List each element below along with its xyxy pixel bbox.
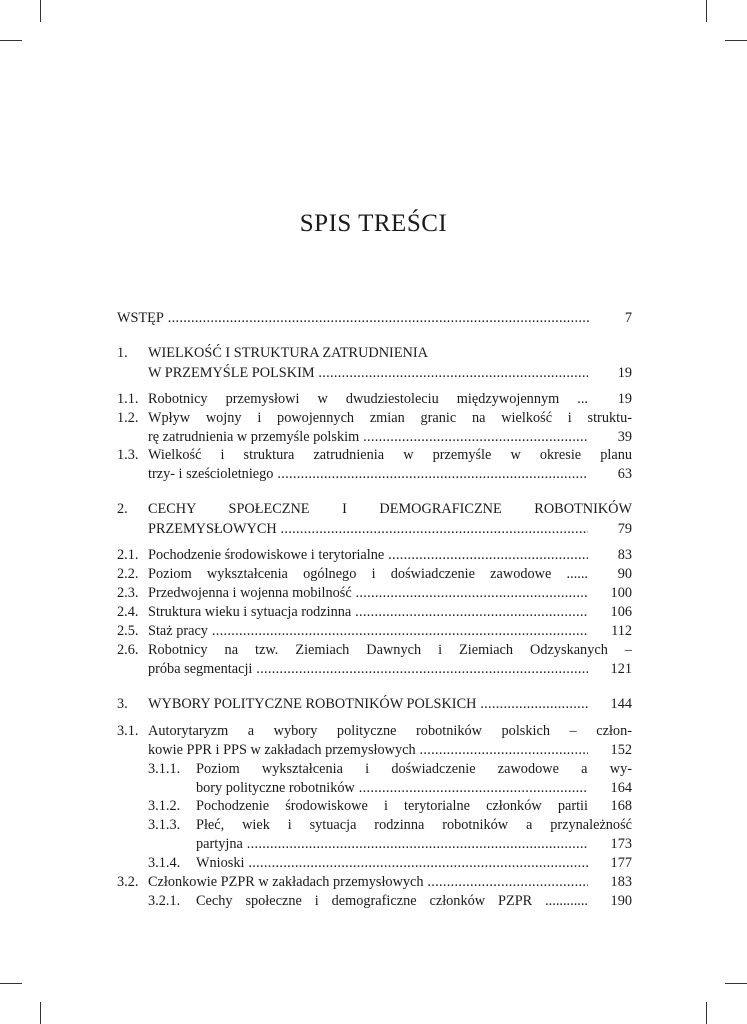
toc-title: partyjna ..... <box>196 835 588 854</box>
toc-entry[interactable] <box>117 892 632 911</box>
crop-mark <box>706 0 707 22</box>
toc-entry[interactable] <box>117 603 632 622</box>
toc-title: Poziom wykształcenia ogólnego i doświadczenie zawodowe ...... <box>148 566 588 582</box>
toc-title: WIELKOŚĆ I STRUKTURA ZATRUDNIENIA <box>148 345 428 361</box>
toc-number: 3.2.1. <box>148 893 181 909</box>
toc-number: 2.2. <box>117 566 139 582</box>
toc-entry[interactable] <box>117 500 632 519</box>
toc-title: CECHY SPOŁECZNE I DEMOGRAFICZNE ROBOTNIKÓW <box>148 501 632 517</box>
toc-page: 106 <box>610 604 632 620</box>
toc-entry[interactable] <box>117 428 632 447</box>
crop-mark <box>725 40 747 41</box>
toc-number: 2. <box>117 501 128 517</box>
toc-page: 19 <box>617 391 632 407</box>
toc-entry[interactable] <box>117 409 632 428</box>
toc-page: 183 <box>610 874 632 890</box>
toc-entry[interactable] <box>117 520 632 539</box>
toc-title: PRZEMYSŁOWYCH ..... <box>148 520 588 539</box>
toc-page: 90 <box>617 566 632 582</box>
toc-page: 63 <box>617 466 632 482</box>
toc-title: próba segmentacji ..... <box>148 660 588 679</box>
toc-number: 2.1. <box>117 547 139 563</box>
toc-entry[interactable] <box>117 854 632 873</box>
toc-page: 144 <box>610 696 632 712</box>
toc-title: WYBORY POLITYCZNE ROBOTNIKÓW POLSKICH ..... <box>148 695 588 714</box>
toc-page: 168 <box>610 798 632 814</box>
toc-title: Członkowie PZPR w zakładach przemysłowych ..... <box>148 873 588 892</box>
toc-number: 2.3. <box>117 585 139 601</box>
toc-entry[interactable] <box>117 797 632 816</box>
toc-entry[interactable] <box>117 779 632 798</box>
toc-entry[interactable] <box>117 741 632 760</box>
toc-page: 177 <box>610 855 632 871</box>
toc-number: 1.2. <box>117 410 139 426</box>
toc-title: Robotnicy przemysłowi w dwudziestoleciu międzywojennym ... <box>148 391 588 407</box>
toc-number: 2.5. <box>117 623 139 639</box>
toc-page: 39 <box>617 429 632 445</box>
toc-entry[interactable] <box>117 873 632 892</box>
toc-number: 1.3. <box>117 447 139 463</box>
toc-page: 100 <box>610 585 632 601</box>
crop-mark <box>706 1002 707 1024</box>
toc-page: 190 <box>610 893 632 909</box>
crop-mark <box>40 1002 41 1024</box>
toc-entry[interactable] <box>117 465 632 484</box>
toc-title: trzy- i sześcioletniego ..... <box>148 465 588 484</box>
crop-mark <box>40 0 41 22</box>
toc-entry[interactable] <box>117 722 632 741</box>
toc-title: rę zatrudnienia w przemyśle polskim ..... <box>148 428 588 447</box>
toc-title: Staż pracy ..... <box>148 622 588 641</box>
crop-mark <box>725 983 747 984</box>
toc-entry[interactable] <box>117 584 632 603</box>
toc-page: 83 <box>617 547 632 563</box>
toc-title: Pochodzenie środowiskowe i terytorialne ..... <box>148 546 588 565</box>
toc-entry[interactable] <box>117 309 632 328</box>
toc-title: Przedwojenna i wojenna mobilność ..... <box>148 584 588 603</box>
toc-entry[interactable] <box>117 760 632 779</box>
toc-entry[interactable] <box>117 622 632 641</box>
toc-number: 2.4. <box>117 604 139 620</box>
toc-title: Wnioski ..... <box>196 854 588 873</box>
toc-page: 79 <box>617 521 632 537</box>
toc-entry[interactable] <box>117 344 632 363</box>
toc-title: WSTĘP ..... <box>117 309 589 328</box>
toc-page: 121 <box>610 661 632 677</box>
toc-entry[interactable] <box>117 641 632 660</box>
toc-number: 1. <box>117 345 128 361</box>
toc-title: kowie PPR i PPS w zakładach przemysłowych ..... <box>148 741 588 760</box>
toc-title: Struktura wieku i sytuacja rodzinna ..... <box>148 603 588 622</box>
toc-title: Cechy społeczne i demograficzne członków PZPR ............ <box>196 893 588 909</box>
toc-page: 19 <box>617 365 632 381</box>
toc-title: Wpływ wojny i powojennych zmian granic na wielkość i struktu- <box>148 410 632 426</box>
toc-number: 3.1.2. <box>148 798 181 814</box>
toc-number: 3.2. <box>117 874 139 890</box>
toc-title: Poziom wykształcenia i doświadczenie zawodowe a wy- <box>196 761 632 777</box>
toc-page: 112 <box>611 623 632 639</box>
toc-entry[interactable] <box>117 695 632 714</box>
toc-entry[interactable] <box>117 816 632 835</box>
toc-entry[interactable] <box>117 835 632 854</box>
toc-number: 3.1. <box>117 723 139 739</box>
toc-number: 3.1.1. <box>148 761 181 777</box>
toc-title: W PRZEMYŚLE POLSKIM ..... <box>148 364 588 383</box>
toc-page: 173 <box>610 836 632 852</box>
toc-number: 3.1.3. <box>148 817 181 833</box>
toc-title: Pochodzenie środowiskowe i terytorialne członków partii <box>196 798 588 814</box>
toc-page: 7 <box>624 310 632 326</box>
toc-number: 3.1.4. <box>148 855 181 871</box>
toc-title: bory polityczne robotników ..... <box>196 779 588 798</box>
toc-title: Robotnicy na tzw. Ziemiach Dawnych i Ziemiach Odzyskanych – <box>148 642 632 658</box>
toc-page: 152 <box>610 742 632 758</box>
toc-title: Płeć, wiek i sytuacja rodzinna robotników a przynależność <box>196 817 632 833</box>
toc-entry[interactable] <box>117 390 632 409</box>
crop-mark <box>0 40 22 41</box>
toc-entry[interactable] <box>117 660 632 679</box>
toc-entry[interactable] <box>117 446 632 465</box>
toc-entry[interactable] <box>117 565 632 584</box>
page-title: SPIS TREŚCI <box>299 210 448 237</box>
toc-title: Autorytaryzm a wybory polityczne robotników polskich – człon- <box>148 723 632 739</box>
toc-number: 3. <box>117 696 128 712</box>
toc-number: 2.6. <box>117 642 139 658</box>
toc-entry[interactable] <box>117 364 632 383</box>
toc-number: 1.1. <box>117 391 139 407</box>
toc-entry[interactable] <box>117 546 632 565</box>
crop-mark <box>0 983 22 984</box>
toc-page: 164 <box>610 780 632 796</box>
toc-title: Wielkość i struktura zatrudnienia w przemyśle w okresie planu <box>148 447 632 463</box>
